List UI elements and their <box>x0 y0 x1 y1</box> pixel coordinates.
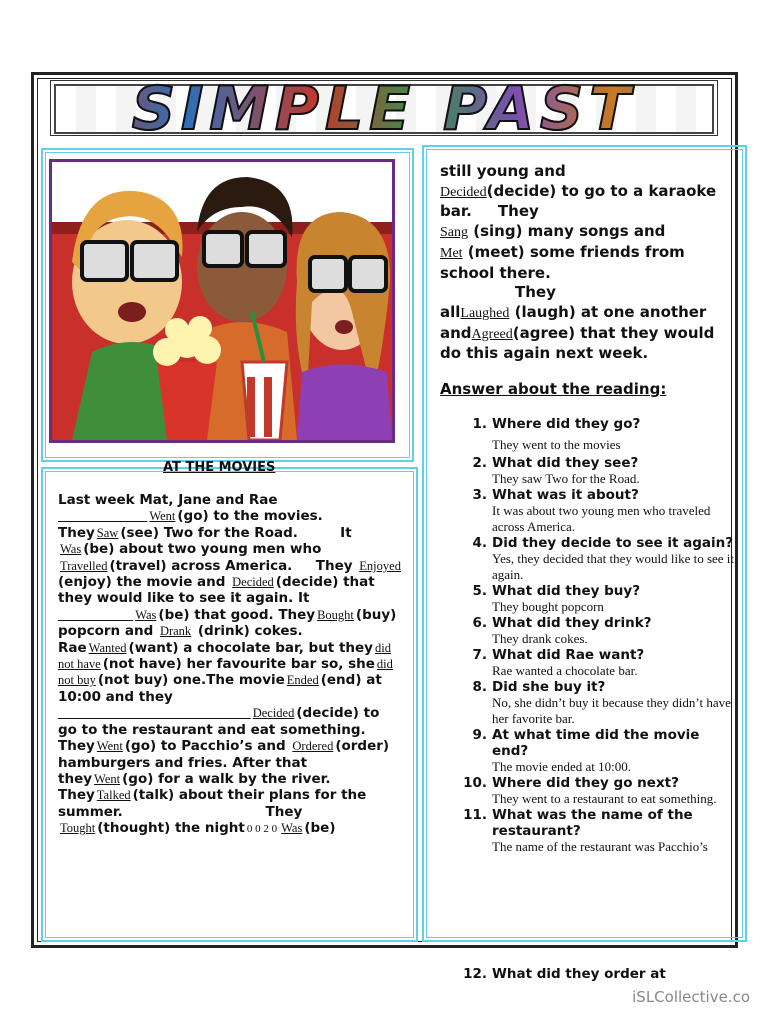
question-item: 3. What was it about? It was about two young men who traveled across America. <box>472 487 711 534</box>
answer-decided: Decided <box>232 575 274 590</box>
question-item-12: 12. What did they order at <box>463 966 666 982</box>
question-item: 2. What did they see? They saw Two for the Road. <box>472 455 640 486</box>
question-item: 6. What did they drink? They drank cokes. <box>472 615 652 646</box>
movie-friends-illustration <box>49 159 395 443</box>
worksheet-title: SIMPLE PAST <box>54 80 714 138</box>
story-continuation: still young and Decided(decide) to go to a karaoke bar. They Sang (sing) many songs and Met (meet) some friends from school there. They allLaughed (laugh) at one another andAgreed(agree) that they would do this again next week. <box>440 162 717 363</box>
question-item: 9. At what time did the movie end? The movie ended at 10:00. <box>472 727 700 774</box>
answer-agreed: Agreed <box>471 326 513 342</box>
answer-went: Went <box>149 509 176 524</box>
answer-went-2: Went <box>96 739 123 754</box>
question-item: 4. Did they decide to see it again? Yes, they decided that they would like to see it again. <box>472 535 735 582</box>
answer-met: Met <box>440 245 463 261</box>
answer-wanted: Wanted <box>88 640 127 655</box>
answer-travelled: Travelled <box>60 558 108 573</box>
answer-was-3: Was <box>281 821 303 836</box>
answer-talked: Talked <box>96 788 131 803</box>
story-heading: AT THE MOVIES <box>163 460 276 475</box>
answer-laughed: Laughed <box>460 305 510 321</box>
answer-tought: Tought <box>60 821 96 836</box>
question-item: 8. Did she buy it? No, she didn’t buy it because they didn’t have her favorite bar. <box>472 679 731 726</box>
answer-ended: Ended <box>286 673 319 688</box>
answer-heading: Answer about the reading: <box>440 380 667 398</box>
answer-drank: Drank <box>159 624 192 639</box>
answer-was: Was <box>60 542 82 557</box>
answer-did-not-have: did not have <box>58 640 391 672</box>
question-list <box>459 416 737 855</box>
answer-was-2: Was <box>135 607 157 622</box>
answer-decided-right: Decided <box>440 184 487 200</box>
answer-did-not-buy: did not buy <box>58 657 393 688</box>
answer-bought: Bought <box>317 607 354 622</box>
answer-saw: Saw <box>96 525 119 540</box>
question-item: 7. What did Rae want? Rae wanted a chocolate bar. <box>472 647 645 678</box>
story-paragraph: Last week Mat, Jane and Rae Went (go) to the movies. They Saw (see) Two for the Road. It Was (be) about two young men who Travelled (travel) across America. They Enjoyed (enjoy) the movie and Decided (decide) that they would like to see it again. It Was (be) that good. They Bought (buy) popcorn and Drank (drink) cokes. Rae Wanted (want) a chocolate bar, but they did not have (not have) her favourite bar so, she did not buy (not buy) one.The movie Ended (end) at 10:00 and they Decided (decide) to go to the restaurant and eat something. They Went (go) to Pacchio’s and Ordered (order) hamburgers and fries. After that they Went (go) for a walk by the river. They Talked (talk) about their plans for the summer. They Tought (thought) the night 0 0 2 0 Was (be) <box>58 492 401 837</box>
answer-ordered: Ordered <box>292 739 334 754</box>
answer-enjoyed: Enjoyed <box>359 558 401 573</box>
watermark: iSLCollective.co <box>632 988 750 1006</box>
time-code: 0 0 2 0 <box>246 823 278 836</box>
answer-decided-2: Decided <box>252 706 295 721</box>
question-item: 11. What was the name of the restaurant? The name of the restaurant was Pacchio’s <box>463 807 708 854</box>
question-item: 10. Where did they go next? They went to a restaurant to eat something. <box>463 775 717 806</box>
answer-sang: Sang <box>440 225 468 241</box>
question-item: 1. Where did they go? They went to the movies <box>472 416 641 452</box>
question-item: 5. What did they buy? They bought popcorn <box>472 583 641 614</box>
answer-went-3: Went <box>94 771 121 786</box>
